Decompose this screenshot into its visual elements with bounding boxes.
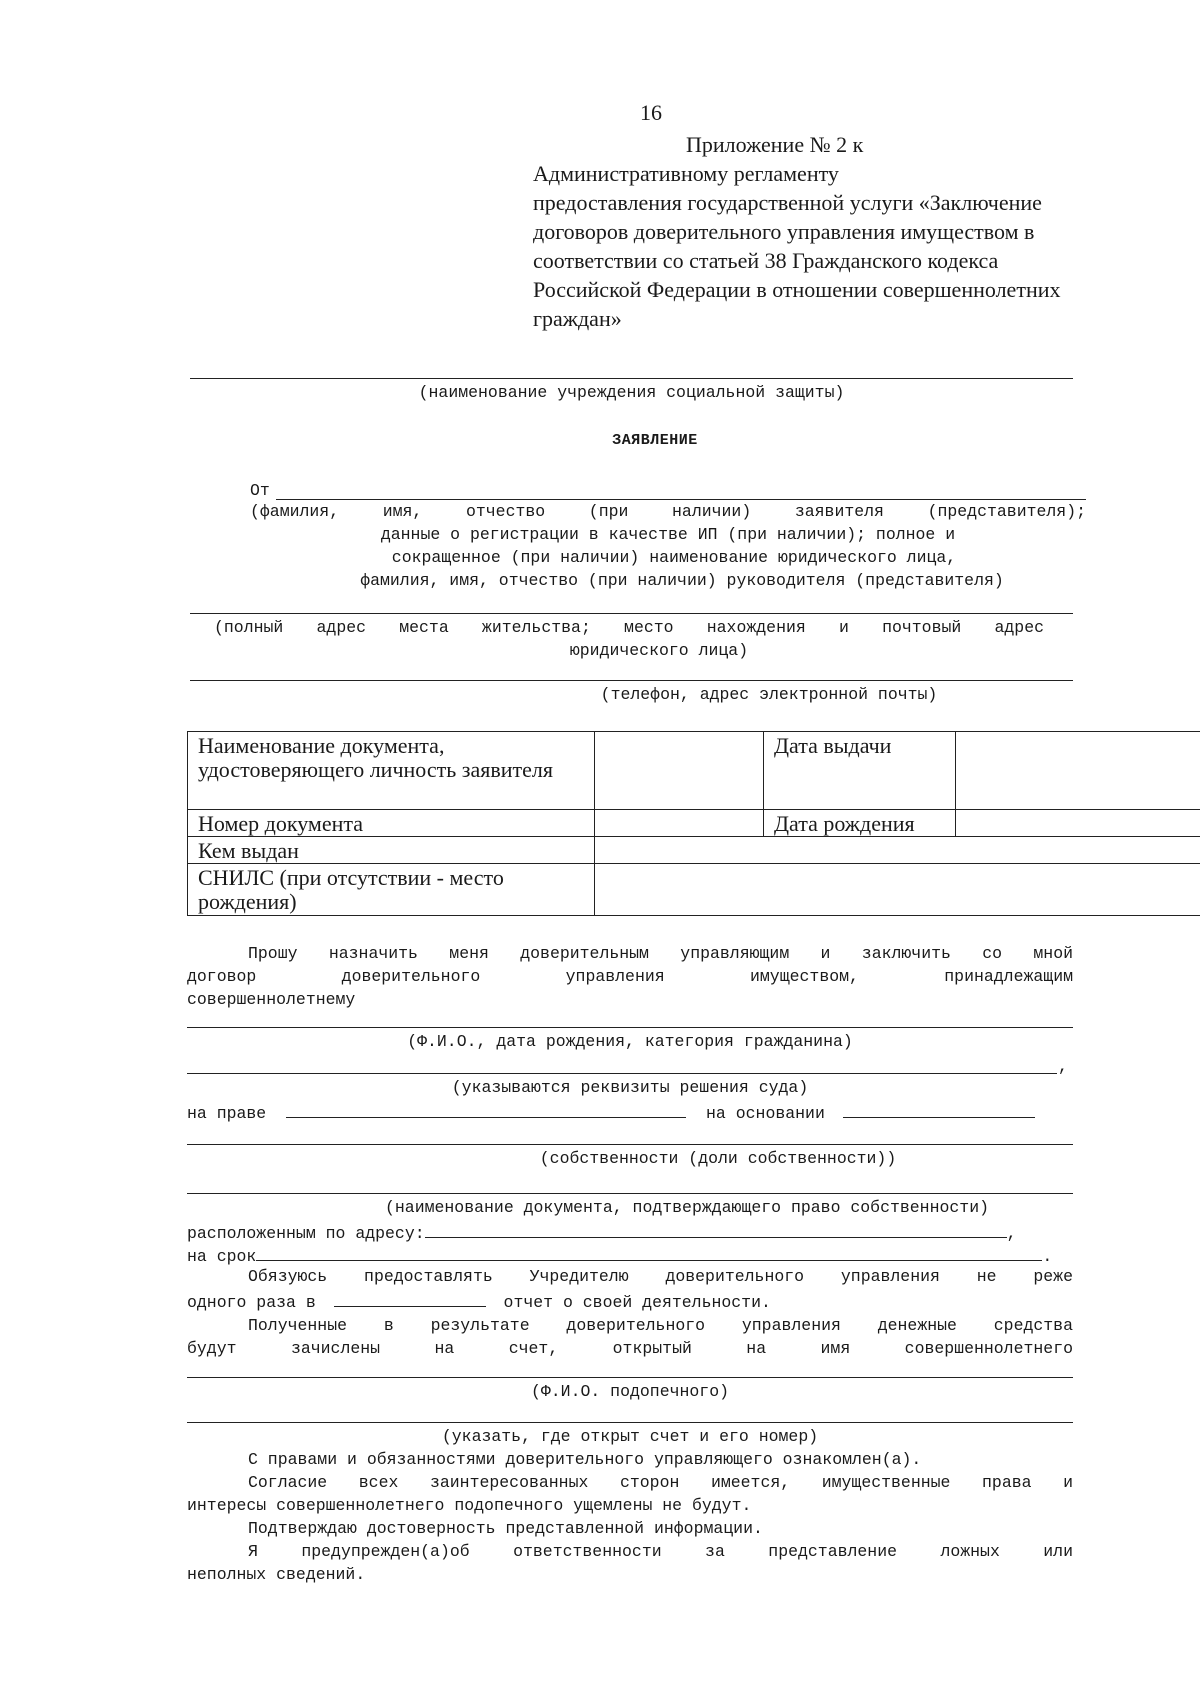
- funds-line-1: Полученные в результате доверительного управления денежные средства: [248, 1316, 1073, 1335]
- court-caption: (указываются реквизиты решения суда): [451, 1078, 809, 1097]
- address-comma: ,: [1006, 1224, 1017, 1243]
- ward-line[interactable]: [187, 1027, 1073, 1028]
- consent-line-2: интересы совершеннолетнего подопечного ущемлены не будут.: [187, 1496, 752, 1515]
- phone-caption: (телефон, адрес электронной почты): [600, 685, 938, 704]
- ack-line: С правами и обязанностями доверительного управляющего ознакомлен(а).: [248, 1450, 922, 1469]
- applicant-caption-line-1: (фамилия, имя, отчество (при наличии) заявителя (представителя);: [250, 502, 1086, 521]
- doc-name-label: Наименование документа, удостоверяющего личность заявителя: [188, 732, 595, 810]
- address-caption-line-1: (полный адрес места жительства; место нахождения и почтовый адрес: [214, 618, 1044, 637]
- oblige-line-2b: отчет о своей деятельности.: [503, 1293, 771, 1312]
- appendix-line-7: граждан»: [533, 306, 622, 331]
- request-paragraph: [187, 942, 1073, 1011]
- oblige-line-1: Обязуюсь предоставлять Учредителю доверительного управления не реже: [248, 1267, 1073, 1286]
- request-line-1: Прошу назначить меня доверительным управляющим и заключить со мной: [248, 944, 1073, 963]
- issued-by-label: Кем выдан: [188, 837, 595, 864]
- ward-name-caption: (Ф.И.О. подопечного): [530, 1382, 730, 1401]
- table-row: [188, 732, 1200, 810]
- oblige-paragraph: [187, 1265, 1073, 1360]
- phone-line[interactable]: [190, 680, 1073, 681]
- report-frequency-field[interactable]: [334, 1288, 486, 1307]
- court-line[interactable]: [187, 1073, 1057, 1074]
- table-row: [188, 837, 1200, 864]
- basis-field[interactable]: [843, 1099, 1035, 1118]
- right-field[interactable]: [286, 1099, 686, 1118]
- birth-date-label: Дата рождения: [764, 810, 956, 837]
- confirm-line: Подтверждаю достоверность представленной информации.: [248, 1519, 763, 1538]
- appendix-line-3: предоставления государственной услуги «Заключение: [533, 190, 1042, 215]
- applicant-caption: [250, 500, 1086, 592]
- identity-document-table: [187, 731, 1200, 916]
- issue-date-value[interactable]: [956, 732, 1200, 810]
- page-number: 16: [640, 100, 662, 125]
- right-label: на праве: [187, 1104, 267, 1123]
- closing-paragraphs: [187, 1448, 1073, 1586]
- doc-number-label: Номер документа: [188, 810, 595, 837]
- issued-by-value[interactable]: [595, 837, 1200, 864]
- term-period: .: [1042, 1247, 1053, 1266]
- from-label: От: [250, 481, 270, 500]
- table-row: [188, 810, 1200, 837]
- oblige-line-2: [187, 1288, 1073, 1314]
- form-title: ЗАЯВЛЕНИЕ: [612, 432, 698, 449]
- ownership-doc-caption: (наименование документа, подтверждающего право собственности): [385, 1198, 989, 1217]
- doc-name-value[interactable]: [595, 732, 764, 810]
- appendix-line-5: соответствии со статьей 38 Гражданского кодекса: [533, 248, 999, 273]
- ownership-doc-line[interactable]: [187, 1193, 1073, 1194]
- snils-label: СНИЛС (при отсутствии - место рождения): [188, 864, 595, 916]
- funds-line-2: будут зачислены на счет, открытый на имя совершеннолетнего: [187, 1339, 1073, 1358]
- court-line-comma: ,: [1058, 1057, 1068, 1076]
- oblige-line-2a: одного раза в: [187, 1293, 316, 1312]
- snils-value[interactable]: [595, 864, 1200, 916]
- appendix-line-2: Административному регламенту: [533, 161, 839, 186]
- account-caption: (указать, где открыт счет и его номер): [441, 1427, 819, 1446]
- request-line-3: совершеннолетнему: [187, 990, 356, 1009]
- birth-date-value[interactable]: [956, 810, 1200, 837]
- ward-caption: (Ф.И.О., дата рождения, категория гражданина): [407, 1032, 853, 1051]
- appendix-line-4: договоров доверительного управления имуществом в: [533, 219, 1035, 244]
- located-label: расположенным по адресу:: [187, 1224, 425, 1243]
- applicant-caption-line-3: сокращенное (при наличии) наименование юридического лица,: [391, 548, 957, 567]
- ownership-line[interactable]: [187, 1144, 1073, 1145]
- ownership-caption: (собственности (доли собственности)): [539, 1149, 897, 1168]
- account-line[interactable]: [187, 1422, 1073, 1423]
- address-caption-line-2: юридического лица): [569, 641, 749, 660]
- basis-label: на основании: [706, 1104, 825, 1123]
- appendix-header: [533, 130, 1133, 333]
- term-field[interactable]: [256, 1242, 1042, 1261]
- request-line-2: договор доверительного управления имуществом, принадлежащим: [187, 967, 1073, 986]
- table-row: [188, 864, 1200, 916]
- issue-date-label: Дата выдачи: [764, 732, 956, 810]
- appendix-line-1: Приложение № 2 к: [686, 132, 864, 157]
- applicant-caption-line-4: фамилия, имя, отчество (при наличии) руководителя (представителя): [360, 571, 1004, 590]
- property-address-field[interactable]: [425, 1219, 1007, 1238]
- applicant-caption-line-2: данные о регистрации в качестве ИП (при наличии); полное и: [380, 525, 956, 544]
- consent-line-1: Согласие всех заинтересованных сторон имеется, имущественные права и: [248, 1473, 1073, 1492]
- institution-caption: (наименование учреждения социальной защиты): [418, 383, 845, 402]
- address-line[interactable]: [190, 613, 1073, 614]
- address-caption: [214, 616, 1044, 662]
- warn-line-2: неполных сведений.: [187, 1565, 366, 1584]
- doc-number-value[interactable]: [595, 810, 764, 837]
- institution-line[interactable]: [190, 378, 1073, 379]
- right-row: [187, 1099, 1073, 1125]
- warn-line-1: Я предупрежден(а)об ответственности за представление ложных или: [248, 1542, 1073, 1561]
- ward-name-line[interactable]: [187, 1377, 1073, 1378]
- term-label: на срок: [187, 1247, 257, 1266]
- appendix-line-6: Российской Федерации в отношении совершеннолетних: [533, 277, 1061, 302]
